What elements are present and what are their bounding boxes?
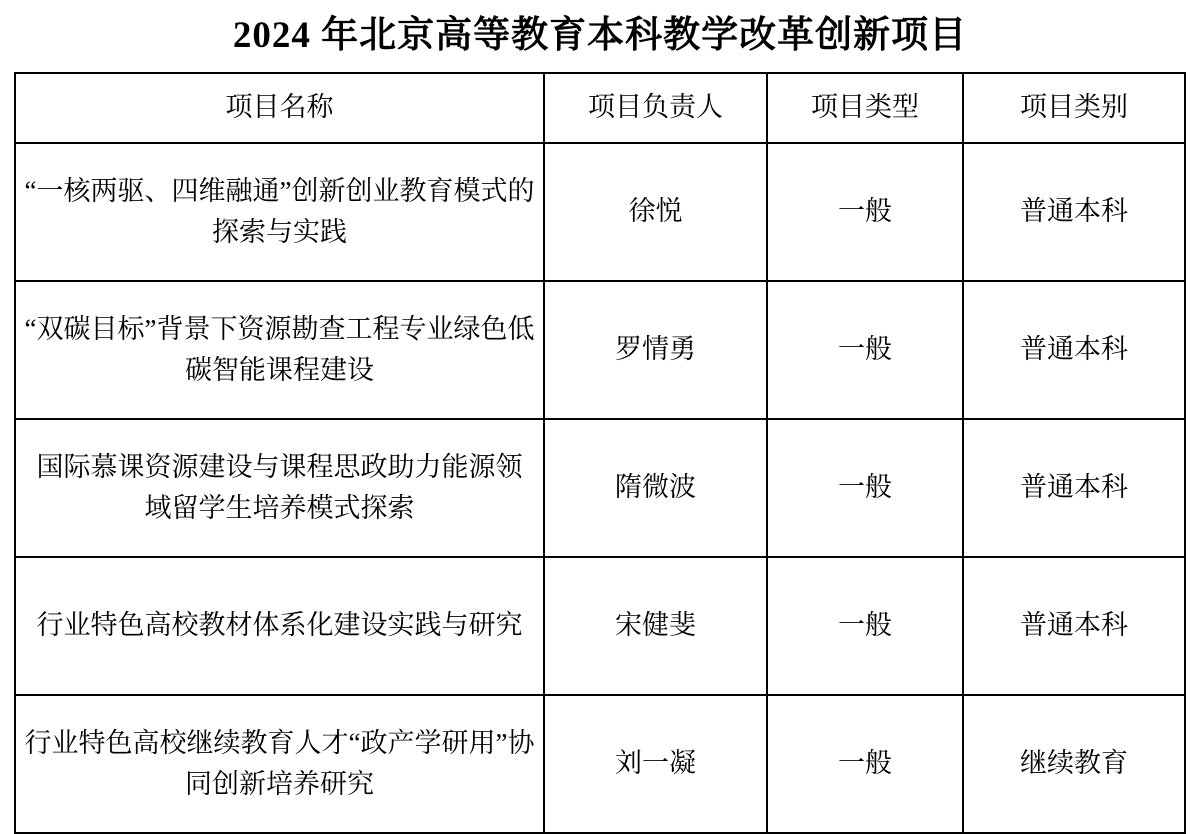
column-header-project-name: 项目名称 bbox=[15, 73, 544, 143]
cell-project-type: 一般 bbox=[767, 419, 963, 557]
cell-project-type: 一般 bbox=[767, 281, 963, 419]
cell-project-name: 行业特色高校继续教育人才“政产学研用”协同创新培养研究 bbox=[15, 695, 544, 833]
cell-project-leader: 宋健斐 bbox=[544, 557, 767, 695]
table-row bbox=[15, 281, 1185, 419]
cell-project-category: 普通本科 bbox=[963, 419, 1185, 557]
page-title: 2024 年北京高等教育本科教学改革创新项目 bbox=[232, 15, 968, 56]
table-row bbox=[15, 143, 1185, 281]
cell-project-name: “一核两驱、四维融通”创新创业教育模式的探索与实践 bbox=[15, 143, 544, 281]
table-body bbox=[15, 143, 1185, 833]
cell-project-name: 行业特色高校教材体系化建设实践与研究 bbox=[15, 557, 544, 695]
table-row bbox=[15, 695, 1185, 833]
cell-project-category: 普通本科 bbox=[963, 557, 1185, 695]
table-header bbox=[15, 73, 1185, 143]
cell-project-category: 普通本科 bbox=[963, 143, 1185, 281]
cell-project-leader: 徐悦 bbox=[544, 143, 767, 281]
cell-project-category: 普通本科 bbox=[963, 281, 1185, 419]
cell-project-category: 继续教育 bbox=[963, 695, 1185, 833]
cell-project-leader: 罗情勇 bbox=[544, 281, 767, 419]
cell-project-name: 国际慕课资源建设与课程思政助力能源领域留学生培养模式探索 bbox=[15, 419, 544, 557]
cell-project-type: 一般 bbox=[767, 143, 963, 281]
projects-table bbox=[14, 72, 1186, 834]
column-header-project-leader: 项目负责人 bbox=[544, 73, 767, 143]
cell-project-leader: 刘一凝 bbox=[544, 695, 767, 833]
cell-project-name: “双碳目标”背景下资源勘查工程专业绿色低碳智能课程建设 bbox=[15, 281, 544, 419]
table-row bbox=[15, 557, 1185, 695]
column-header-project-type: 项目类型 bbox=[767, 73, 963, 143]
table-header-row bbox=[15, 73, 1185, 143]
cell-project-type: 一般 bbox=[767, 695, 963, 833]
table-row bbox=[15, 419, 1185, 557]
cell-project-type: 一般 bbox=[767, 557, 963, 695]
column-header-project-category: 项目类别 bbox=[963, 73, 1185, 143]
cell-project-leader: 隋微波 bbox=[544, 419, 767, 557]
